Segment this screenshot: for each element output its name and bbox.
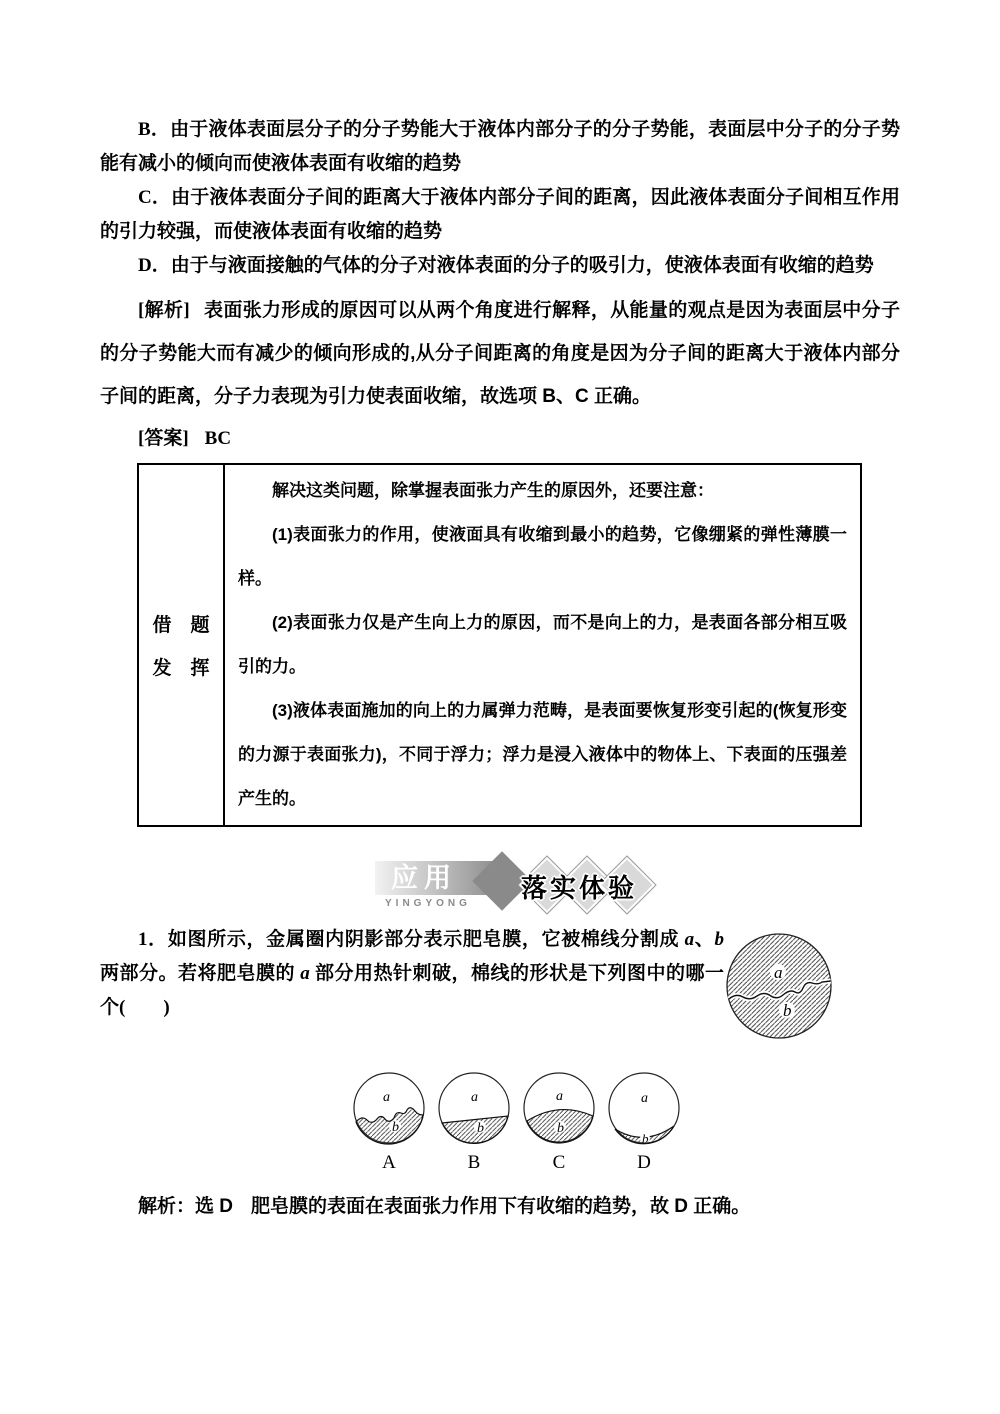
solution-text: 肥皂膜的表面在表面张力作用下有收缩的趋势，故 D 正确。 (251, 1196, 751, 1217)
note-box-label-line1: 借 题 (152, 615, 210, 636)
option-d: D．由于与液面接触的气体的分子对液体表面的分子的吸引力，使液体表面有收缩的趋势 (138, 255, 874, 276)
choice-a-figure (350, 1070, 428, 1148)
choice-c-a-label: a (556, 1089, 563, 1104)
answer-line (100, 418, 900, 460)
note-box (137, 463, 862, 827)
page-content (100, 0, 900, 1224)
answer-value: BC (204, 428, 232, 449)
choice-c-figure (520, 1070, 598, 1148)
choice-b (435, 1070, 513, 1174)
question-text-part: a (684, 929, 695, 950)
banner-title: 应用 (391, 863, 457, 893)
note-paragraph: (3)液体表面施加的向上的力属弹力范畴，是表面要恢复形变引起的(恢复形变的力源于表面张力)，不同于浮力；浮力是浸入液体中的物体上、下表面的压强差产生的。 (238, 701, 847, 808)
choice-c (520, 1070, 598, 1174)
note-box-label-line2: 发 挥 (152, 658, 210, 679)
option-c: C．由于液体表面分子间的距离大于液体内部分子间的距离，因此液体表面分子间相互作用的引力较强，而使液体表面有收缩的趋势 (100, 187, 900, 242)
question-text-part: 1．如图所示，金属圈内阴影部分表示肥皂膜，它被棉线分割成 (138, 929, 685, 950)
solution-line (100, 1190, 900, 1224)
note-paragraph: (2)表面张力仅是产生向上力的原因，而不是向上的力，是表面各部分相互吸引的力。 (238, 613, 847, 676)
question-text-part: 部分用热针刺破，棉线的形状是下列图中的哪一个( ) (100, 963, 724, 1018)
choice-a-letter: A (382, 1152, 396, 1173)
question-text-part: 、 (694, 929, 715, 950)
choice-c-b-label: b (557, 1121, 564, 1136)
note-paragraph: (1)表面张力的作用，使液面具有收缩到最小的趋势，它像绷紧的弹性薄膜一样。 (238, 525, 847, 588)
choice-d-figure (605, 1070, 683, 1148)
film-part-a-label: a (774, 963, 783, 982)
section-banner (375, 853, 637, 915)
solution-prefix: 解析：选 D (138, 1196, 234, 1217)
question-1 (100, 923, 900, 1224)
choice-c-letter: C (552, 1152, 566, 1173)
choice-d-letter: D (637, 1152, 651, 1173)
choice-d (605, 1070, 683, 1174)
option-b: B．由于液体表面层分子的分子势能大于液体内部分子的分子势能，表面层中分子的分子势能有减小的倾向而使液体表面有收缩的趋势 (100, 119, 900, 174)
choice-a (350, 1070, 428, 1174)
analysis-paragraph (100, 289, 900, 418)
note-paragraph: 解决这类问题，除掌握表面张力产生的原因外，还要注意： (272, 481, 714, 500)
note-box-side-label (139, 465, 225, 825)
note-box-body (225, 465, 860, 825)
answer-choice-figures (350, 1070, 683, 1174)
question-figure (724, 931, 900, 1041)
analysis-label: [解析] (138, 300, 190, 321)
choice-b-figure (435, 1070, 513, 1148)
answer-label: [答案] (138, 428, 189, 449)
question-text-part: b (714, 929, 724, 950)
film-part-b-label: b (783, 1001, 792, 1020)
question-text-part: a (300, 963, 310, 984)
question-text-part: 两部分。若将肥皂膜的 (100, 963, 301, 984)
choice-a-b-label: b (392, 1120, 399, 1135)
analysis-text: 表面张力形成的原因可以从两个角度进行解释，从能量的观点是因为表面层中分子的分子势能大而有减少的倾向形成的,从分子间距离的角度是因为分子间的距离大于液体内部分子间的距离，分子力表现为引力使表面收缩，故选项 B、C 正确。 (100, 300, 900, 407)
soap-film-circle-figure (724, 931, 834, 1041)
choice-d-b-label: b (642, 1131, 649, 1146)
choice-b-a-label: a (471, 1090, 478, 1105)
choice-b-b-label: b (477, 1121, 484, 1136)
choice-b-letter: B (467, 1152, 481, 1173)
banner-subtitle: YINGYONG (385, 898, 471, 909)
banner-right-title: 落实体验 (521, 873, 638, 903)
choice-a-a-label: a (383, 1090, 390, 1105)
choice-d-a-label: a (641, 1091, 648, 1106)
